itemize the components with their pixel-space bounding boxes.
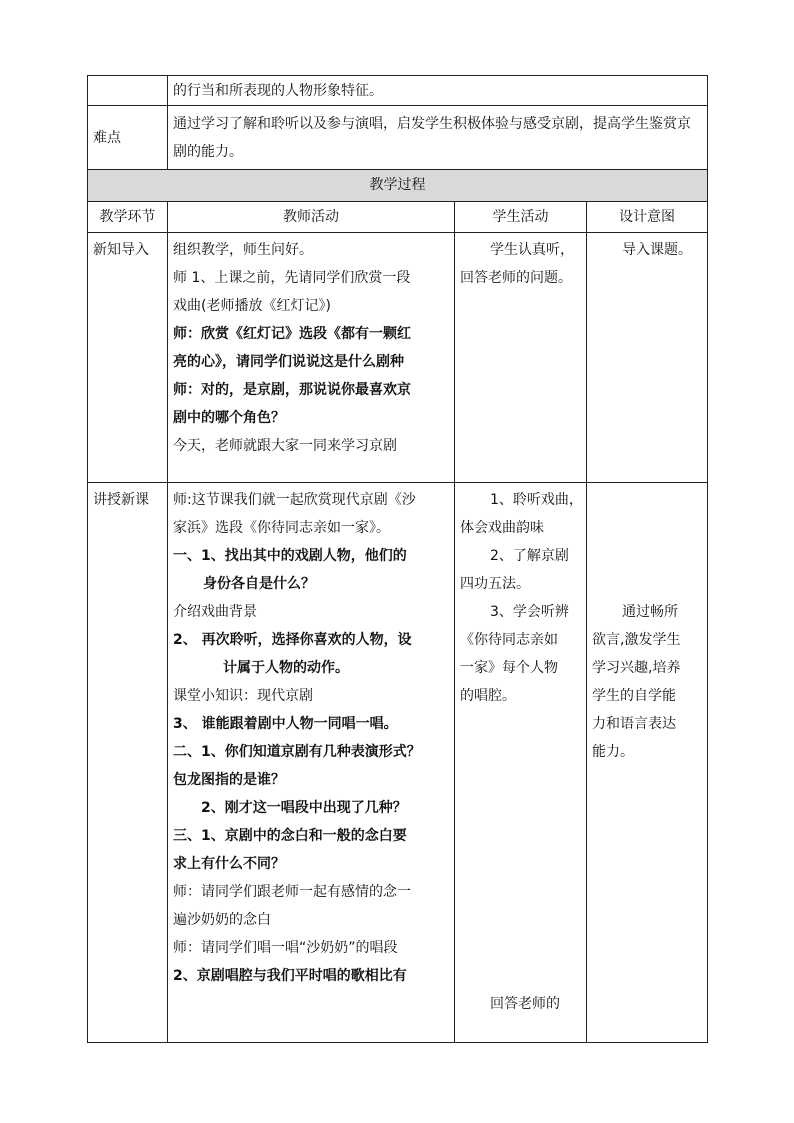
student-line: 《你待同志亲如 [460, 632, 558, 648]
teacher-activity-cell [168, 233, 455, 483]
header-intent: 设计意图 [587, 202, 708, 233]
stage-cell [88, 233, 168, 483]
student-activity-cell [455, 483, 587, 1043]
teacher-line: 包龙图指的是谁？ [173, 772, 285, 788]
intent-line: 学习兴趣,培养 [592, 660, 681, 676]
table-row [88, 233, 708, 483]
student-line: 学生认真听， [490, 242, 574, 258]
teacher-line: 师：欣赏《红灯记》选段《都有一颗红 [173, 326, 411, 342]
teacher-line: 师：对的，是京剧，那说说你最喜欢京 [173, 382, 411, 398]
teacher-line: 师 1、上课之前，先请同学们欣赏一段 [173, 270, 411, 286]
intent-line: 欲言,激发学生 [592, 632, 681, 648]
intent-line: 力和语言表达 [592, 716, 676, 732]
teacher-line: 剧中的哪个角色？ [173, 410, 285, 426]
teacher-line: 师:这节课我们就一起欣赏现代京剧《沙 [173, 492, 416, 508]
objective-continuation-cell [168, 76, 708, 106]
stage-label: 讲授新课 [93, 492, 149, 508]
difficulty-label: 难点 [93, 129, 121, 146]
objective-continuation-text: 的行当和所表现的人物形象特征。 [173, 82, 383, 99]
teacher-line: 2、 再次聆听，选择你喜欢的人物，设 [173, 632, 412, 648]
student-activity-cell [455, 233, 587, 483]
table-row [88, 106, 708, 170]
stage-label: 新知导入 [93, 242, 149, 258]
student-line: 回答老师的问题。 [460, 270, 572, 286]
table-row [88, 76, 708, 106]
student-line: 回答老师的 [490, 996, 560, 1012]
intent-line: 能力。 [592, 744, 634, 760]
teacher-line: 身份各自是什么？ [203, 576, 315, 592]
student-line: 体会戏曲韵味 [460, 520, 544, 536]
teacher-line: 戏曲(老师播放《红灯记》) [173, 298, 331, 314]
teacher-line: 3、 谁能跟着剧中人物一同唱一唱。 [173, 716, 398, 732]
teacher-line: 2、京剧唱腔与我们平时唱的歌相比有 [173, 968, 407, 984]
student-line: 一家》每个人物 [460, 660, 558, 676]
teacher-line: 今天，老师就跟大家一同来学习京剧 [173, 438, 397, 454]
student-line: 3、学会听辨 [490, 604, 569, 620]
difficulty-label-cell [88, 106, 168, 170]
teacher-line: 师：请同学们跟老师一起有感情的念一 [173, 884, 411, 900]
lesson-plan-table [87, 75, 708, 1043]
teacher-line: 遍沙奶奶的念白 [173, 912, 271, 928]
header-teacher: 教师活动 [168, 202, 455, 233]
intent-line: 导入课题。 [622, 242, 692, 258]
intent-line: 学生的自学能 [592, 688, 676, 704]
intent-line: 通过畅所 [622, 604, 678, 620]
difficulty-text: 通过学习了解和聆听以及参与演唱，启发学生积极体验与感受京剧，提高学生鉴赏京剧的能力。 [173, 115, 691, 160]
teacher-line: 一、1、找出其中的戏剧人物，他们的 [173, 548, 407, 564]
teacher-line: 求上有什么不同？ [173, 856, 285, 872]
difficulty-text-cell [168, 106, 708, 170]
teacher-line: 师：请同学们唱一唱“沙奶奶”的唱段 [173, 940, 398, 956]
section-title: 教学过程 [88, 170, 708, 202]
intent-spacer [592, 486, 702, 598]
table-row [88, 483, 708, 1043]
teacher-line: 介绍戏曲背景 [173, 604, 257, 620]
teacher-line: 亮的心》，请同学们说说这是什么剧种 [173, 354, 404, 370]
student-spacer [460, 710, 581, 990]
student-line: 1、聆听戏曲， [490, 492, 583, 508]
teacher-line: 计属于人物的动作。 [223, 660, 349, 676]
teacher-line: 二、1、你们知道京剧有几种表演形式？ [173, 744, 421, 760]
student-line: 四功五法。 [460, 576, 530, 592]
teacher-line: 2、刚才这一唱段中出现了几种？ [201, 800, 407, 816]
header-student: 学生活动 [455, 202, 587, 233]
section-title-row [88, 170, 708, 202]
student-line: 2、了解京剧 [490, 548, 569, 564]
header-stage: 教学环节 [88, 202, 168, 233]
intent-cell [587, 483, 708, 1043]
student-line: 的唱腔。 [460, 688, 516, 704]
empty-label-cell [88, 76, 168, 106]
teacher-line: 组织教学，师生问好。 [173, 242, 313, 258]
intent-cell [587, 233, 708, 483]
teacher-line: 课堂小知识：现代京剧 [173, 688, 313, 704]
header-row [88, 202, 708, 233]
stage-cell [88, 483, 168, 1043]
teacher-line: 家浜》选段《你待同志亲如一家》。 [173, 520, 390, 536]
teacher-activity-cell [168, 483, 455, 1043]
teacher-line: 三、1、京剧中的念白和一般的念白要 [173, 828, 407, 844]
